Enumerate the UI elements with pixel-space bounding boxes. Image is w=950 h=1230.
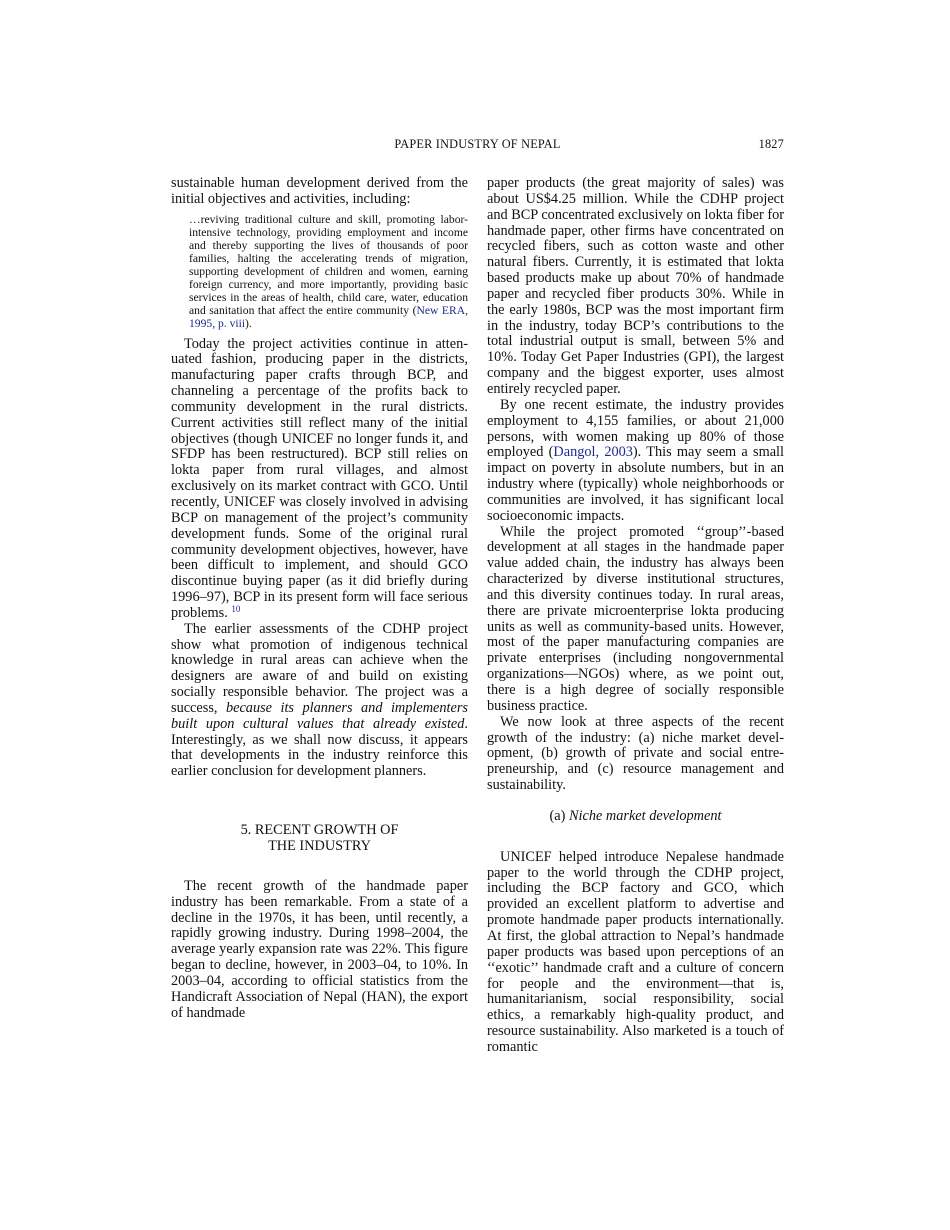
running-header bbox=[171, 137, 784, 155]
paragraph: While the project promoted ‘‘group’’-based development at all stages in the handmade paper value added chain, the industry has always been characterized by diverse institutional structures, and this diversity continues today. In rural areas, there are private microenterprise lokta producing units as well as community-based units. However, most of the paper manufacturing companies are private enterprises (including nongovernmental organizations—NGOs) where, as we point out, there is a high degree of socially responsible business practice. bbox=[487, 523, 784, 714]
section-heading-line: 5. RECENT GROWTH OF bbox=[240, 822, 399, 839]
paragraph: UNICEF helped introduce Nepalese handmade paper to the world through the CDHP project, including the BCP factory and GCO, which provided an excellent platform to advertise and promote handmade paper products internationally. At first, the global attraction to Nepal’s handmade paper products was based upon perceptions of an ‘‘exotic’’ handmade craft and a culture of concern for people and the environment—that is, humanitarianism, social responsibility, social ethics, a remarkably high-quality product, and resource sustainability. Also marketed is a touch of romantic bbox=[487, 848, 784, 1055]
citation-link[interactable]: Dangol, 2003 bbox=[553, 444, 633, 461]
paragraph-text: . Interestingly, as we shall now discuss, it appears that developments in the industry reinforce this earlier conclusion for development planners. bbox=[171, 715, 468, 780]
paragraph bbox=[487, 398, 784, 525]
subsection-prefix: (a) bbox=[549, 807, 569, 824]
left-column bbox=[171, 176, 468, 1021]
quote-end: ). bbox=[245, 317, 252, 331]
paragraph bbox=[171, 622, 468, 780]
subsection-title: Niche market development bbox=[569, 807, 722, 824]
paragraph: sustainable human development derived from the initial objectives and activities, including: bbox=[171, 175, 468, 207]
page-number: 1827 bbox=[758, 137, 784, 151]
footnote-link[interactable]: 10 bbox=[231, 603, 241, 614]
section-heading-line: THE INDUSTRY bbox=[268, 838, 371, 854]
subsection-heading bbox=[487, 809, 784, 825]
paragraph-text: By one recent estimate, the industry provides employment to 4,155 families, or about 21,000 persons, with women making up 80% of those employed ( bbox=[487, 396, 784, 461]
quote-text: …reviving traditional culture and skill, promoting labor-intensive technology, providing employment and income and thereby supporting the lives of thousands of poor families, halting the accelerating trends of migration, supporting development of children and women, earning foreign currency, and more importantly, providing basic services in the areas of health, child care, water, education and sanitation that affect the entire community ( bbox=[189, 212, 468, 318]
paragraph bbox=[171, 337, 468, 622]
paragraph: We now look at three aspects of the recent growth of the industry: (a) niche market development, (b) growth of private and social entrepreneurship, and (c) resource management and sustainability. bbox=[487, 713, 784, 794]
citation-link[interactable]: New ERA, 1995, p. viii bbox=[189, 304, 468, 331]
running-title: PAPER INDUSTRY OF NEPAL bbox=[394, 137, 561, 151]
section-heading bbox=[171, 823, 468, 855]
paragraph-text: Today the project activities continue in attenuated fashion, producing paper in the districts, manufacturing paper crafts through BCP, and channeling a percentage of the profits back to community development in the rural districts. Current activities still reflect many of the initial objectives (though UNICEF no longer funds it, and SFDP has been restructured). BCP still relies on lokta paper from rural villages, and almost exclusively on its market contract with GCO. Until recently, UNICEF was closely involved in advising BCP on management of the project’s community development funds. Some of the original rural community development objectives, however, have been difficult to implement, and should GCO discontinue buying paper (as it did briefly during 1996–97), BCP in its present form will face serious problems. bbox=[171, 335, 468, 621]
emphasis-text: because its planners and implementers built upon cultural values that already existed bbox=[171, 699, 468, 732]
paragraph-text: The earlier assessments of the CDHP project show what promotion of indigenous technical knowledge in rural areas can achieve when the designers are aware of and build on existing socially responsible behavior. The project was a success, bbox=[171, 620, 468, 716]
block-quote bbox=[189, 213, 468, 331]
paragraph-text: ). This may seem a small impact on poverty in absolute numbers, but in an industry where (typically) whole neighborhoods or communities are involved, it has significant local socioeconomic impacts. bbox=[487, 444, 784, 524]
right-column bbox=[487, 176, 784, 1056]
paragraph: paper products (the great majority of sales) was about US$4.25 million. While the CDHP project and BCP concentrated exclusively on lokta fiber for handmade paper, other firms have concentrated on recycled fibers, such as cotton waste and other natural fibers. Currently, it is estimated that lokta based products make up about 70% of handmade paper and recycled fiber products 30%. While in the early 1980s, BCP was the most important firm in the industry, today BCP’s contributions to the total industrial output is small, between 5% and 10%. Today Get Paper Industries (GPI), the largest company and the biggest exporter, uses almost entirely recycled paper. bbox=[487, 175, 784, 397]
paragraph: The recent growth of the handmade paper industry has been remarkable. From a state of a decline in the 1970s, it has been, until recently, a rapidly growing industry. During 1998–2004, the average yearly expansion rate was 22%. This figure began to decline, however, in 2003–04, to 10%. In 2003–04, according to official statistics from the Handicraft Association of Nepal (HAN), the export of handmade bbox=[171, 877, 468, 1021]
